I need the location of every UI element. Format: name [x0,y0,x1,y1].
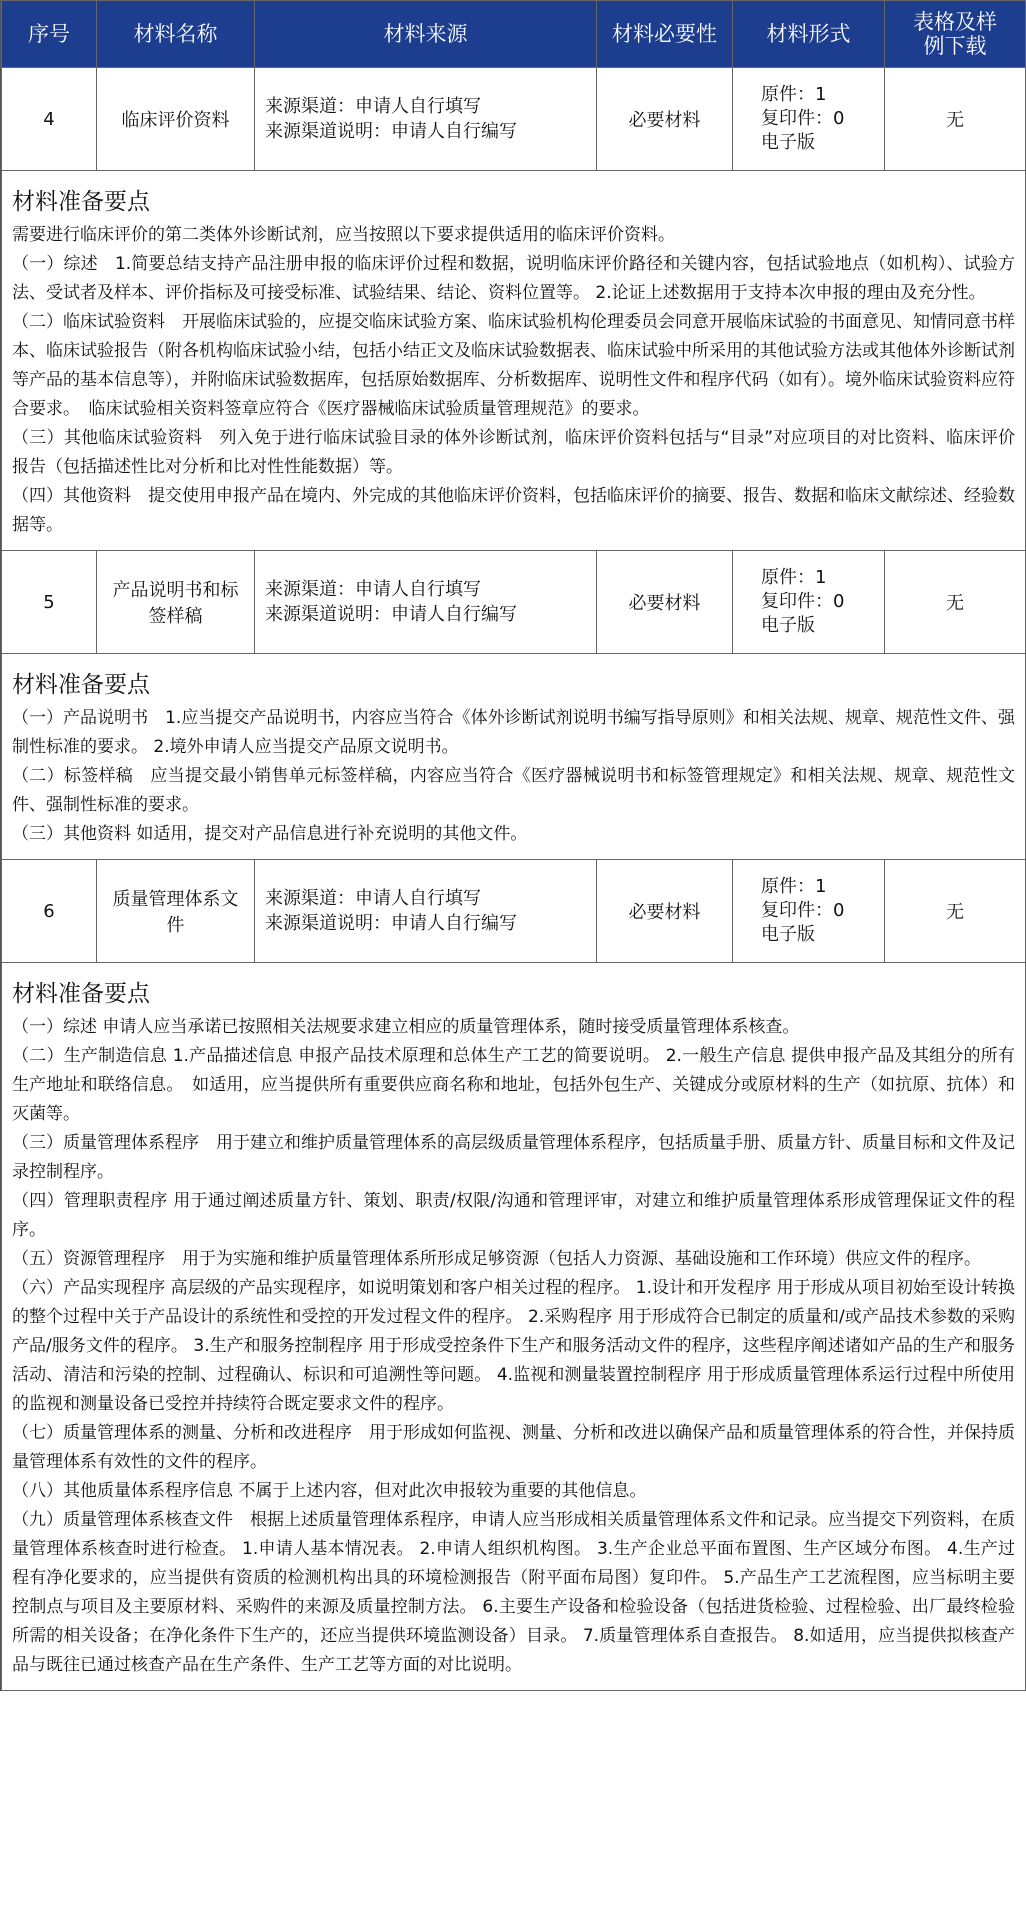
source-channel-desc: 来源渠道说明：申请人自行编写 [265,604,517,625]
table-row [2,68,1026,171]
notes-title: 材料准备要点 [12,981,150,1007]
item-name: 产品说明书和标签样稿 [97,551,255,654]
notes-row [2,171,1026,551]
table-row [2,860,1026,963]
item-no: 6 [2,860,97,963]
item-source [255,551,597,654]
source-channel-desc: 来源渠道说明：申请人自行编写 [265,121,517,142]
item-download: 无 [885,551,1026,654]
source-channel: 来源渠道：申请人自行填写 [265,579,481,600]
header-source: 材料来源 [255,1,597,68]
item-name: 质量管理体系文件 [97,860,255,963]
form-original: 原件：1 [761,567,827,588]
item-name: 临床评价资料 [97,68,255,171]
form-copy: 复印件：0 [761,108,845,129]
notes-paragraph: （一）综述 1.简要总结支持产品注册申报的临床评价过程和数据，说明临床评价路径和关键内容，包括试验地点（如机构）、试验方法、受试者及样本、评价指标及可接受标准、试验结果、结论、资料位置等。 2.论证上述数据用于支持本次申报的理由及充分性。 [12,254,1015,303]
item-form [733,68,885,171]
notes-paragraph: （三）质量管理体系程序 用于建立和维护质量管理体系的高层级质量管理体系程序，包括质量手册、质量方针、质量目标和文件及记录控制程序。 [12,1133,1015,1182]
source-channel: 来源渠道：申请人自行填写 [265,888,481,909]
header-form: 材料形式 [733,1,885,68]
source-channel: 来源渠道：申请人自行填写 [265,96,481,117]
notes-paragraph: （四）其他资料 提交使用申报产品在境内、外完成的其他临床评价资料，包括临床评价的摘要、报告、数据和临床文献综述、经验数据等。 [12,486,1015,535]
form-original: 原件：1 [761,84,827,105]
source-channel-desc: 来源渠道说明：申请人自行编写 [265,913,517,934]
notes-paragraph: （一）产品说明书 1.应当提交产品说明书，内容应当符合《体外诊断试剂说明书编写指导原则》和相关法规、规章、规范性文件、强制性标准的要求。 2.境外申请人应当提交产品原文说明书。 [12,708,1015,757]
header-no: 序号 [2,1,97,68]
notes-cell [2,963,1026,1691]
item-download: 无 [885,860,1026,963]
notes-cell [2,654,1026,860]
notes-paragraph: （四）管理职责程序 用于通过阐述质量方针、策划、职责/权限/沟通和管理评审，对建立和维护质量管理体系形成管理保证文件的程序。 [12,1191,1015,1240]
notes-paragraph: （三）其他临床试验资料 列入免于进行临床试验目录的体外诊断试剂，临床评价资料包括与“目录”对应项目的对比资料、临床评价报告（包括描述性比对分析和比对性性能数据）等。 [12,428,1015,477]
header-required: 材料必要性 [597,1,733,68]
notes-cell [2,171,1026,551]
notes-paragraph: （一）综述 申请人应当承诺已按照相关法规要求建立相应的质量管理体系，随时接受质量管理体系核查。 [12,1017,800,1037]
notes-paragraph: （七）质量管理体系的测量、分析和改进程序 用于形成如何监视、测量、分析和改进以确保产品和质量管理体系的符合性，并保持质量管理体系有效性的文件的程序。 [12,1423,1015,1472]
item-source [255,68,597,171]
item-required: 必要材料 [597,551,733,654]
notes-paragraph: （二）临床试验资料 开展临床试验的，应提交临床试验方案、临床试验机构伦理委员会同意开展临床试验的书面意见、知情同意书样本、临床试验报告（附各机构临床试验小结，包括小结正文及临床试验数据表、临床试验中所采用的其他试验方法或其他体外诊断试剂等产品的基本信息等），并附临床试验数据库，包括原始数据库、分析数据库、说明性文件和程序代码（如有）。境外临床试验资料应符合要求。 临床试验相关资料签章应符合《医疗器械临床试验质量管理规范》的要求。 [12,312,1015,419]
notes-paragraph: （八）其他质量体系程序信息 不属于上述内容，但对此次申报较为重要的其他信息。 [12,1481,647,1501]
table-header-row [2,1,1026,68]
form-electronic: 电子版 [761,924,815,945]
notes-paragraph: 需要进行临床评价的第二类体外诊断试剂，应当按照以下要求提供适用的临床评价资料。 [12,225,675,245]
form-copy: 复印件：0 [761,900,845,921]
item-no: 4 [2,68,97,171]
item-form [733,551,885,654]
notes-paragraph: （六）产品实现程序 高层级的产品实现程序，如说明策划和客户相关过程的程序。 1.设计和开发程序 用于形成从项目初始至设计转换的整个过程中关于产品设计的系统性和受控的开发过程文件的程序。 2.采购程序 用于形成符合已制定的质量和/或产品技术参数的采购产品/服务文件的程序。 3.生产和服务控制程序 用于形成受控条件下生产和服务活动文件的程序，这些程序阐述诸如产品的生产和服务活动、清洁和污染的控制、过程确认、标识和可追溯性等问题。 4.监视和测量装置控制程序 用于形成质量管理体系运行过程中所使用的监视和测量设备已受控并持续符合既定要求文件的程序。 [12,1278,1015,1414]
notes-title: 材料准备要点 [12,189,150,215]
item-form [733,860,885,963]
item-source [255,860,597,963]
notes-row [2,963,1026,1691]
notes-paragraph: （二）标签样稿 应当提交最小销售单元标签样稿，内容应当符合《医疗器械说明书和标签管理规定》和相关法规、规章、规范性文件、强制性标准的要求。 [12,766,1015,815]
table-row [2,551,1026,654]
item-required: 必要材料 [597,860,733,963]
notes-paragraph: （五）资源管理程序 用于为实施和维护质量管理体系所形成足够资源（包括人力资源、基础设施和工作环境）供应文件的程序。 [12,1249,981,1269]
notes-paragraph: （三）其他资料 如适用，提交对产品信息进行补充说明的其他文件。 [12,824,528,844]
form-electronic: 电子版 [761,615,815,636]
notes-row [2,654,1026,860]
notes-title: 材料准备要点 [12,672,150,698]
item-no: 5 [2,551,97,654]
header-name: 材料名称 [97,1,255,68]
notes-paragraph: （九）质量管理体系核查文件 根据上述质量管理体系程序，申请人应当形成相关质量管理体系文件和记录。应当提交下列资料，在质量管理体系核查时进行检查。 1.申请人基本情况表。 2.申请人组织机构图。 3.生产企业总平面布置图、生产区域分布图。 4.生产过程有净化要求的，应当提供有资质的检测机构出具的环境检测报告（附平面布局图）复印件。 5.产品生产工艺流程图，应当标明主要控制点与项目及主要原材料、采购件的来源及质量控制方法。 6.主要生产设备和检验设备（包括进货检验、过程检验、出厂最终检验所需的相关设备；在净化条件下生产的，还应当提供环境监测设备）目录。 7.质量管理体系自查报告。 8.如适用，应当提供拟核查产品与既往已通过核查产品在生产条件、生产工艺等方面的对比说明。 [12,1510,1015,1675]
notes-paragraph: （二）生产制造信息 1.产品描述信息 申报产品技术原理和总体生产工艺的简要说明。 2.一般生产信息 提供申报产品及其组分的所有生产地址和联络信息。 如适用，应当提供所有重要供应商名称和地址，包括外包生产、关键成分或原材料的生产（如抗原、抗体）和灭菌等。 [12,1046,1015,1124]
form-original: 原件：1 [761,876,827,897]
form-electronic: 电子版 [761,132,815,153]
materials-table [1,0,1026,1691]
item-download: 无 [885,68,1026,171]
item-required: 必要材料 [597,68,733,171]
header-download: 表格及样例下载 [885,1,1026,68]
form-copy: 复印件：0 [761,591,845,612]
